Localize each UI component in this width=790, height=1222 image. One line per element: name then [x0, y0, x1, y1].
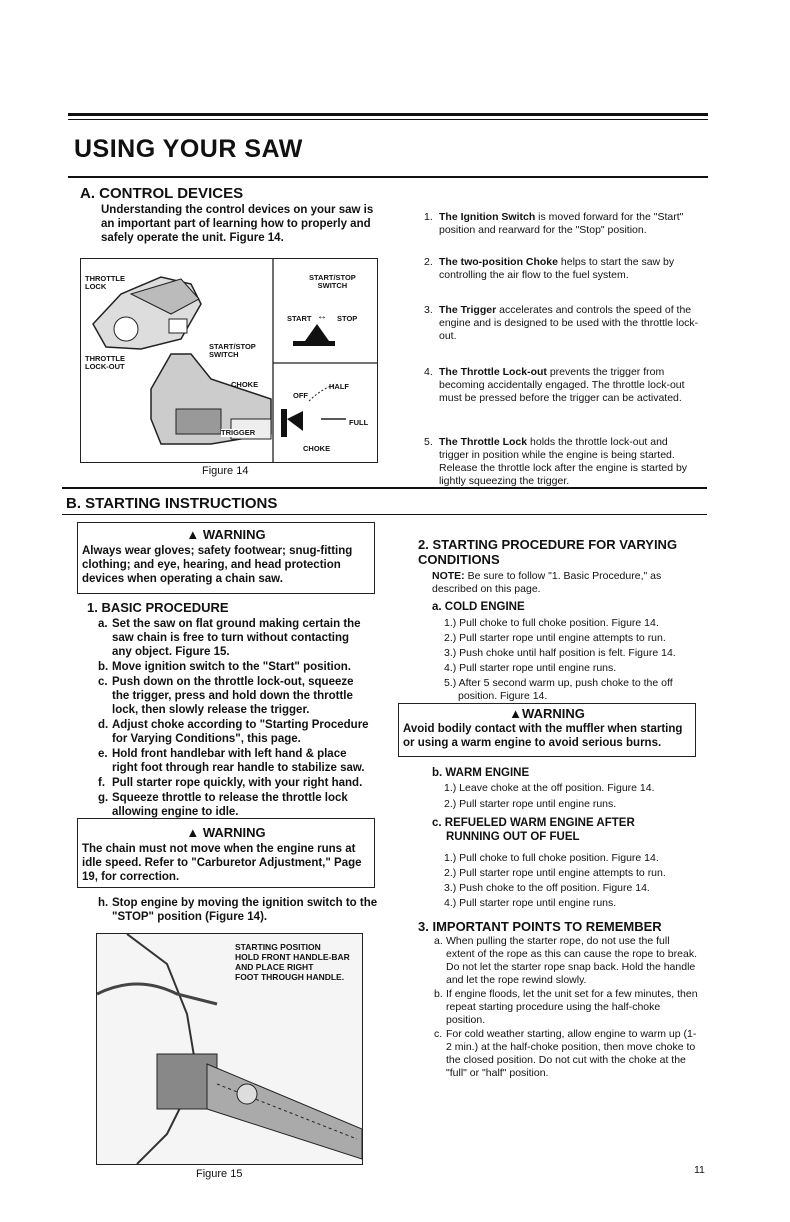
cold-step-5: 5.) After 5 second warm up, push choke to the off position. Figure 14.: [444, 677, 673, 702]
refueled-step-4: 4.) Pull starter rope until engine runs.: [444, 897, 617, 909]
label-full: FULL: [349, 418, 369, 427]
section-b-heading: B. STARTING INSTRUCTIONS: [66, 495, 278, 512]
step-e: e. Hold front handlebar with left hand & place right foot through rear handle to stabilize saw.: [98, 748, 365, 774]
control-item-3: [424, 304, 700, 343]
warm-engine-steps: [444, 782, 698, 811]
remember-items: [434, 935, 698, 1080]
cold-step-2: 2.) Pull starter rope until engine attempts to run.: [444, 632, 666, 644]
label-choke: CHOKE: [231, 380, 259, 389]
item-bold: The Throttle Lock: [439, 436, 528, 448]
figure-14-caption: Figure 14: [202, 465, 249, 477]
page-number: 11: [694, 1164, 705, 1176]
item-num: 5.: [424, 436, 433, 448]
item-text: helps to start the saw by controlling the air flow to the fuel system.: [439, 256, 675, 281]
warning-3-title: ▲WARNING: [509, 706, 585, 721]
figure-15: [96, 933, 363, 1165]
cold-engine-heading: a. COLD ENGINE: [432, 601, 525, 613]
item-num: 3.: [424, 304, 433, 316]
warning-box-2: [77, 818, 375, 888]
cold-step-1: 1.) Pull choke to full choke position. Figure 14.: [444, 617, 659, 629]
item-text: prevents the trigger from becoming accidentally engaged. The throttle lock-out must be pressed before the trigger can be activated.: [439, 366, 685, 404]
page-title: USING YOUR SAW: [74, 135, 303, 163]
section-b-rule-top: [62, 487, 707, 489]
warning-1-text: Always wear gloves; safety footwear; snug-fitting clothing; and eye, hearing, and head protection devices when operating a chain saw.: [82, 545, 353, 585]
step-c: c. Push down on the throttle lock-out, squeeze the trigger, press and hold down the throttle lock, then slowly release the trigger.: [98, 676, 354, 716]
varying-note: NOTE: Be sure to follow "1. Basic Procedure," as described on this page.: [432, 570, 662, 595]
warning-1-title: ▲ WARNING: [186, 527, 266, 542]
remember-heading: 3. IMPORTANT POINTS TO REMEMBER: [418, 919, 662, 934]
label-off: OFF: [293, 391, 308, 400]
control-item-2: [424, 256, 700, 282]
step-h: h. Stop engine by moving the ignition switch to the "STOP" position (Figure 14).: [98, 897, 378, 923]
label-throttle-lockout: THROTTLE LOCK-OUT: [85, 354, 125, 371]
section-a-heading: A. CONTROL DEVICES: [80, 185, 244, 202]
warning-icon: ▲: [509, 706, 523, 721]
warning-icon: ▲: [186, 825, 200, 840]
refueled-steps: [444, 852, 698, 910]
warning-icon: ▲: [186, 527, 200, 542]
item-text: holds the throttle lock-out and trigger in position while the engine is being started. Release the throttle lock after the engine is started by lightly squeezing the trigger.: [439, 436, 688, 487]
warm-step-2: 2.) Pull starter rope until engine runs.: [444, 798, 617, 810]
control-item-4: [424, 366, 700, 405]
section-b-rule: [62, 514, 707, 515]
warning-2-text: The chain must not move when the engine runs at idle speed. Refer to "Carburetor Adjustment," Page 19, for correction.: [82, 843, 362, 883]
top-rule-thick: [68, 113, 708, 116]
warning-3-text: Avoid bodily contact with the muffler when starting or using a warm engine to avoid serious burns.: [403, 723, 683, 749]
step-g: g. Squeeze throttle to release the throttle lock allowing engine to idle.: [98, 792, 348, 818]
refueled-step-3: 3.) Push choke to the off position. Figure 14.: [444, 882, 650, 894]
step-d: d. Adjust choke according to "Starting Procedure for Varying Conditions", this page.: [98, 719, 369, 745]
varying-heading: 2. STARTING PROCEDURE FOR VARYING CONDITIONS: [418, 537, 678, 567]
basic-steps: [98, 617, 372, 820]
figure-15-label: STARTING POSITION HOLD FRONT HANDLE-BAR AND PLACE RIGHT FOOT THROUGH HANDLE.: [235, 942, 350, 982]
item-bold: The Trigger: [439, 304, 497, 316]
label-trigger: TRIGGER: [221, 428, 256, 437]
refueled-heading: c. REFUELED WARM ENGINE AFTER RUNNING OUT OF FUEL: [432, 817, 635, 843]
item-num: 4.: [424, 366, 433, 378]
label-choke-2: CHOKE: [303, 444, 331, 453]
title-rule: [68, 176, 708, 178]
step-f: f. Pull starter rope quickly, with your right hand.: [98, 777, 363, 789]
control-item-1: [424, 211, 700, 237]
warning-box-3: [398, 703, 696, 757]
remember-item-a: a. When pulling the starter rope, do not use the full extent of the rope as this can cause the rope to break. Do not let the starter rope snap back. Hold the handle and let the rope rewind slowly.: [434, 935, 697, 986]
step-b: b. Move ignition switch to the "Start" position.: [98, 661, 351, 673]
label-start: START: [287, 314, 312, 323]
warning-box-1: [77, 522, 375, 594]
item-num: 2.: [424, 256, 433, 268]
cold-step-4: 4.) Pull starter rope until engine runs.: [444, 662, 617, 674]
item-bold: The Ignition Switch: [439, 211, 536, 223]
warning-2-title: ▲ WARNING: [186, 825, 266, 840]
label-throttle-lock: THROTTLE LOCK: [85, 274, 125, 291]
figure-15-caption: Figure 15: [196, 1168, 243, 1180]
warm-engine-heading: b. WARM ENGINE: [432, 767, 530, 779]
section-a-intro: Understanding the control devices on your saw is an important part of learning how to properly and safely operate the unit. Figure 14.: [101, 204, 374, 244]
figure-14: [80, 258, 378, 463]
item-bold: The two-position Choke: [439, 256, 558, 268]
item-num: 1.: [424, 211, 433, 223]
basic-procedure-heading: 1. BASIC PROCEDURE: [87, 600, 229, 615]
label-stop: STOP: [337, 314, 358, 323]
step-a: a. Set the saw on flat ground making certain the saw chain is free to turn without contacting any object. Figure 15.: [98, 618, 361, 658]
item-text: is moved forward for the "Start" position and rearward for the "Stop" position.: [439, 211, 684, 236]
refueled-step-1: 1.) Pull choke to full choke position. Figure 14.: [444, 852, 659, 864]
warm-step-1: 1.) Leave choke at the off position. Figure 14.: [444, 782, 655, 794]
item-text: accelerates and controls the speed of the engine and is designed to be used with the throttle lock-out.: [439, 304, 699, 342]
remember-item-b: b. If engine floods, let the unit set for a few minutes, then repeat starting procedure using the half-choke position.: [434, 988, 698, 1026]
item-bold: The Throttle Lock-out: [439, 366, 547, 378]
label-start-stop-switch-2: START/STOP SWITCH: [209, 342, 256, 359]
cold-step-3: 3.) Push choke until half position is felt. Figure 14.: [444, 647, 676, 659]
arrow-icon: ↔: [317, 311, 327, 322]
label-half: HALF: [329, 382, 349, 391]
label-start-stop-switch: START/STOP SWITCH: [309, 273, 356, 290]
cold-engine-steps: [444, 617, 698, 703]
refueled-step-2: 2.) Pull starter rope until engine attempts to run.: [444, 867, 666, 879]
remember-item-c: c. For cold weather starting, allow engine to warm up (1-2 min.) at the half-choke position, then move choke to the closed position. Do not cut with the choke at the "full" or "half" position.: [434, 1028, 697, 1079]
control-item-5: [424, 436, 700, 488]
top-rule-thin: [68, 119, 708, 120]
